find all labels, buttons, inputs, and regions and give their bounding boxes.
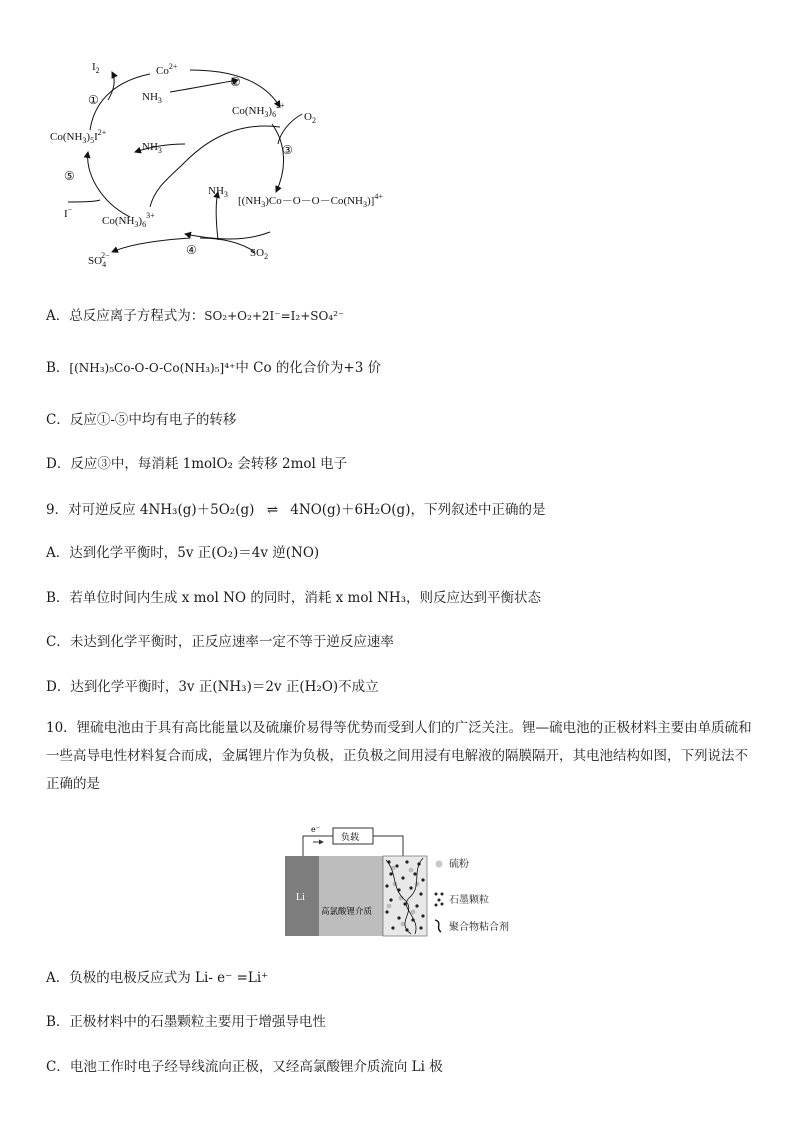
so2-label: $SO_2$ [250,247,269,261]
q10-option-c: C．电池工作时电子经导线流向正极，又经高氯酸锂介质流向 Li 极 [46,1059,443,1075]
so4-label: $SO_42-$ [88,251,110,269]
q10-stem: 10．锂硫电池由于具有高比能量以及硫廉价易得等优势而受到人们的广泛关注。锂—硫电池的正极材料主要由单质硫和一些高导电性材料复合而成，金属锂片作为负极，正负极之间用浸有电解液的隔膜隔开，其电池结构如图，下列说法不正确的是 [46,720,752,792]
i-minus-label: I− [64,205,73,220]
q8-option-d: D．反应③中，每消耗 1molO₂ 会转移 2mol 电子 [46,456,348,472]
step5-label: ⑤ [64,169,75,183]
electrolyte-region [319,856,383,936]
reaction-cycle-diagram [40,52,420,277]
co-nh3-5-i-label: $Co(NH_3)_5I^{2+}$ [50,128,107,145]
co-nh3-6-3plus-label: $Co(NH_3)_6^{3+}$ [102,211,155,229]
legend-polymer-marker [435,920,441,932]
q10-option-a: A．负极的电极反应式为 Li- e⁻ =Li⁺ [46,970,269,986]
q8-option-c: C．反应①-⑤中均有电子的转移 [46,412,237,428]
legend-polymer-label: 聚合物粘合剂 [449,922,509,933]
li-label: Li [296,892,305,903]
peroxo-complex-label: $[(NH_3)Co-O-O-Co(NH_3)]^{4+}$ [238,192,383,209]
nh3-label-mid: $NH_3$ [142,141,162,155]
legend-graphite-marker [435,893,444,907]
nh3-label-top: $NH_3$ [142,91,162,105]
battery-diagram [283,822,523,940]
electron-label: e⁻ [311,825,320,834]
so4-out-arrow [112,238,190,252]
o2-in-arrow [278,114,302,144]
i2-label: $I_2$ [92,61,100,75]
nh3-label-low: $NH_3$ [208,185,228,199]
q9-option-b: B．若单位时间内生成 x mol NO 的同时，消耗 x mol NH₃，则反应达到平衡状态 [46,590,542,606]
q9-option-d: D．达到化学平衡时，3v 正(NH₃)＝2v 正(H₂O)不成立 [46,679,379,695]
step4-curve [185,232,270,239]
nh3-uptake-arrow [170,80,238,92]
step1-curve [90,74,150,130]
q10-option-b: B．正极材料中的石墨颗粒主要用于增强导电性 [46,1014,326,1030]
legend-graphite-label: 石墨颗粒 [449,895,489,906]
q9-option-a: A．达到化学平衡时，5v 正(O₂)＝4v 逆(NO) [46,545,320,561]
step1-label: ① [88,93,99,107]
q9-stem: 9．对可逆反应 4NH₃(g)＋5O₂(g) ⇌ 4NO(g)＋6H₂O(g)，下列叙述中正确的是 [46,502,546,518]
q8-option-b: B．[(NH₃)₅Co-O-O-Co(NH₃)₅]⁴⁺中 Co 的化合价为+3 价 [46,360,382,376]
electrolyte-label: 高氯酸锂介质 [321,907,373,917]
q9-option-c: C．未达到化学平衡时，正反应速率一定不等于逆反应速率 [46,634,394,650]
step5-curve [88,152,130,217]
i-minus-in-arrow [68,200,100,202]
load-label: 负载 [341,833,360,843]
co-nh3-6-2plus-label: $Co(NH_3)_6^{2+}$ [232,101,285,119]
step3-label: ③ [282,143,293,157]
legend-sulfur-marker [436,861,443,868]
so2-in-arrow [200,238,255,252]
step4-label: ④ [186,243,197,257]
o2-label: $O_2$ [304,111,316,125]
legend-sulfur-label: 硫粉 [449,859,469,870]
q8-option-a: A．总反应离子方程式为：SO₂+O₂+2I⁻=I₂+SO₄²⁻ [46,308,345,324]
step2-label: ② [230,75,241,89]
nh3-release-arrow [216,192,218,240]
equilibrium-sign: ⇌ [266,502,278,518]
i2-release-arrow [108,72,114,100]
co2-label: $Co^{2+}$ [156,62,178,77]
